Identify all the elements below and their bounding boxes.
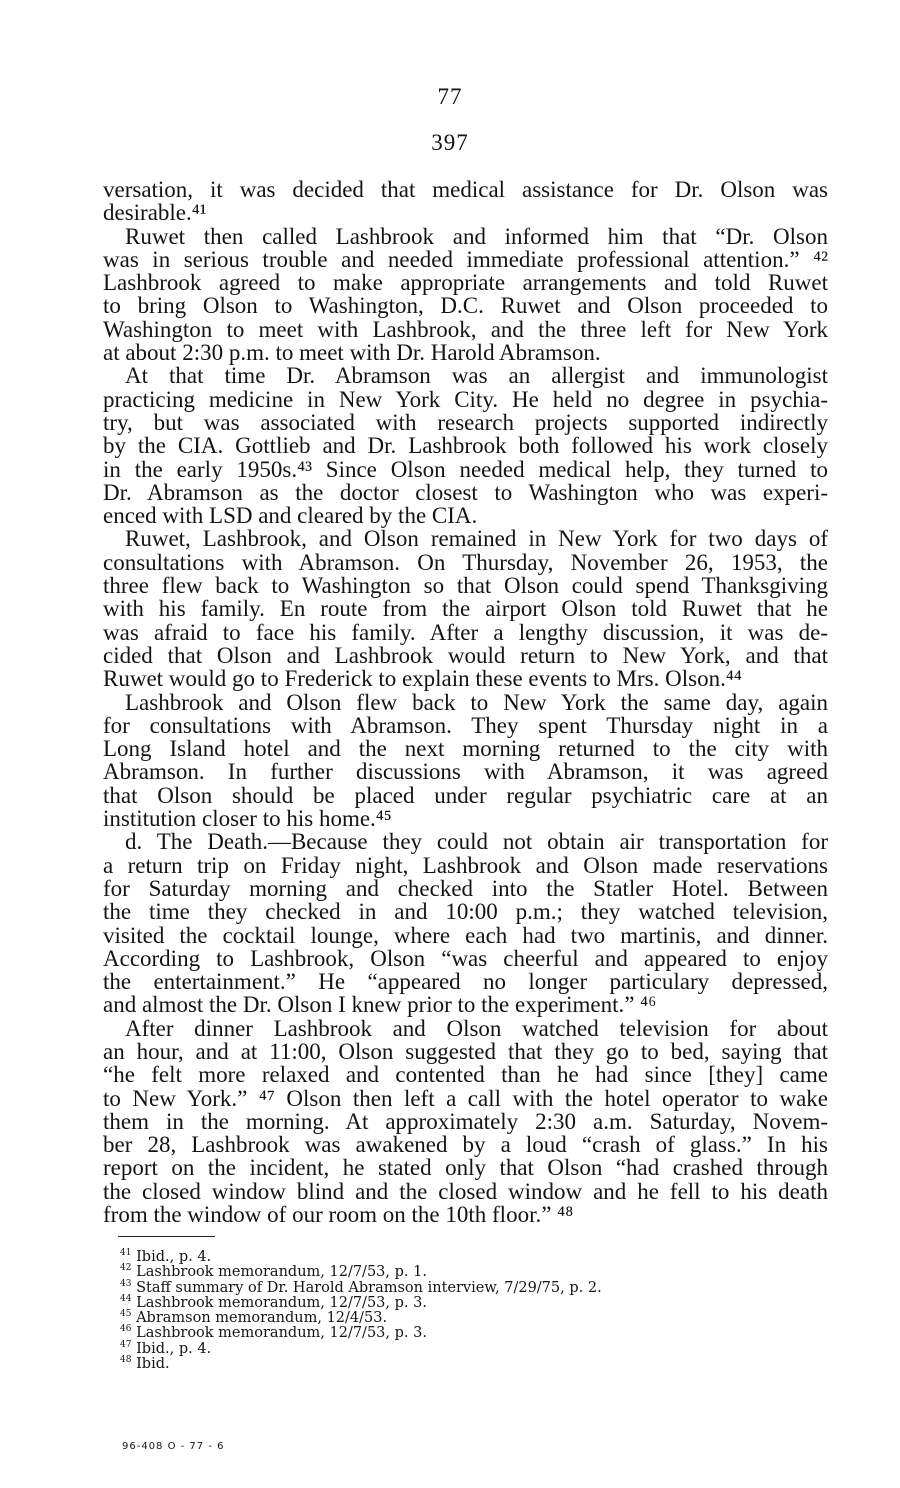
text-line: d. The Death.—Because they could not obtain air transportation for bbox=[125, 829, 828, 855]
footnote-number: 45 bbox=[120, 1309, 132, 1320]
text-line: desirable.⁴¹ bbox=[103, 200, 207, 226]
text-line: Lashbrook and Olson flew back to New York the same day, again bbox=[125, 689, 828, 715]
text-line: report on the incident, he stated only that Olson “had crashed through bbox=[103, 1155, 828, 1181]
text-line: a return trip on Friday night, Lashbrook and Olson made reservations bbox=[103, 852, 828, 878]
page-number-original: 397 bbox=[431, 130, 469, 155]
text-line: Ruwet, Lashbrook, and Olson remained in New York for two days of bbox=[125, 526, 828, 552]
text-line: enced with LSD and cleared by the CIA. bbox=[103, 503, 478, 529]
text-line: by the CIA. Gottlieb and Dr. Lashbrook both followed his work closely bbox=[103, 433, 828, 459]
footnote-text: Ibid., p. 4. bbox=[136, 1340, 212, 1357]
footnote-number: 44 bbox=[120, 1293, 132, 1304]
text-line: the entertainment.” He “appeared no longer particulary depressed, bbox=[103, 969, 828, 995]
footnote bbox=[120, 1277, 740, 1296]
text-line: Ruwet then called Lashbrook and informed him that “Dr. Olson bbox=[125, 223, 828, 249]
footnote-number: 41 bbox=[120, 1248, 132, 1258]
text-line: an hour, and at 11:00, Olson suggested that they go to bed, saying that bbox=[103, 1038, 828, 1064]
text-line: ber 28, Lashbrook was awakened by a loud “crash of glass.” In his bbox=[103, 1132, 828, 1158]
text-line: the closed window blind and the closed window and he fell to his death bbox=[103, 1178, 828, 1204]
text-line: the time they checked in and 10:00 p.m.; they watched television, bbox=[103, 899, 828, 925]
footnote bbox=[120, 1261, 740, 1281]
footnote bbox=[120, 1322, 740, 1342]
text-line: consultations with Abramson. On Thursday, November 26, 1953, the bbox=[103, 549, 828, 575]
footnote-text: Lashbrook memorandum, 12/7/53, p. 3. bbox=[136, 1294, 427, 1311]
text-line: practicing medicine in New York City. He held no degree in psychia- bbox=[103, 386, 828, 412]
footnote-text: Lashbrook memorandum, 12/7/53, p. 1. bbox=[136, 1264, 427, 1281]
text-line: institution closer to his home.⁴⁵ bbox=[103, 806, 392, 832]
footnotes bbox=[120, 1246, 740, 1372]
body-text bbox=[103, 178, 828, 1226]
text-line: with his family. En route from the airport Olson told Ruwet that he bbox=[103, 596, 828, 622]
text-line: Lashbrook agreed to make appropriate arrangements and told Ruwet bbox=[103, 270, 828, 296]
text-line: from the window of our room on the 10th floor.” ⁴⁸ bbox=[103, 1202, 574, 1228]
page-number-top: 77 bbox=[437, 84, 463, 109]
text-line: try, but was associated with research projects supported indirectly bbox=[103, 409, 828, 435]
footnote bbox=[120, 1246, 740, 1265]
text-line: at about 2:30 p.m. to meet with Dr. Harold Abramson. bbox=[103, 340, 601, 366]
text-line: for consultations with Abramson. They spent Thursday night in a bbox=[103, 712, 828, 738]
text-line: and almost the Dr. Olson I knew prior to the experiment.” ⁴⁶ bbox=[103, 992, 657, 1018]
footnote bbox=[120, 1307, 740, 1327]
footnote-number: 43 bbox=[120, 1278, 132, 1289]
text-line: three flew back to Washington so that Olson could spend Thanksgiving bbox=[103, 573, 828, 599]
text-line: According to Lashbrook, Olson “was cheerful and appeared to enjoy bbox=[103, 945, 828, 971]
footnote-text: Lashbrook memorandum, 12/7/53, p. 3. bbox=[136, 1325, 427, 1342]
text-line: to bring Olson to Washington, D.C. Ruwet and Olson proceeded to bbox=[103, 293, 828, 319]
text-line: “he felt more relaxed and contented than he had since [they] came bbox=[103, 1062, 828, 1088]
text-line: to New York.” ⁴⁷ Olson then left a call with the hotel operator to wake bbox=[103, 1085, 828, 1111]
text-line: them in the morning. At approximately 2:30 a.m. Saturday, Novem- bbox=[103, 1108, 828, 1134]
text-line: for Saturday morning and checked into the Statler Hotel. Between bbox=[103, 875, 828, 901]
text-line: Washington to meet with Lashbrook, and the three left for New York bbox=[103, 316, 828, 342]
text-line: After dinner Lashbrook and Olson watched television for about bbox=[125, 1015, 828, 1041]
footnote-number: 46 bbox=[120, 1324, 132, 1335]
footnote bbox=[120, 1353, 740, 1372]
footnote-number: 47 bbox=[120, 1339, 132, 1350]
footnote-text: Ibid. bbox=[136, 1355, 170, 1372]
text-line: that Olson should be placed under regular psychiatric care at an bbox=[103, 782, 828, 808]
text-line: visited the cocktail lounge, where each had two martinis, and dinner. bbox=[103, 922, 828, 948]
text-line: versation, it was decided that medical assistance for Dr. Olson was bbox=[103, 177, 828, 202]
text-line: was in serious trouble and needed immediate professional attention.” ⁴² bbox=[103, 246, 828, 272]
footnote-text: Staff summary of Dr. Harold Abramson interview, 7/29/75, p. 2. bbox=[136, 1279, 602, 1296]
footnote-divider bbox=[118, 1236, 215, 1237]
footnote-number: 48 bbox=[120, 1355, 132, 1366]
footnote-number: 42 bbox=[120, 1263, 132, 1274]
text-line: Long Island hotel and the next morning returned to the city with bbox=[103, 736, 828, 762]
footnote-text: Abramson memorandum, 12/4/53. bbox=[136, 1310, 388, 1327]
footnote-text: Ibid., p. 4. bbox=[136, 1248, 212, 1265]
text-line: Abramson. In further discussions with Abramson, it was agreed bbox=[103, 759, 828, 785]
text-line: At that time Dr. Abramson was an allergist and immunologist bbox=[125, 363, 828, 389]
text-line: Dr. Abramson as the doctor closest to Washington who was experi- bbox=[103, 479, 828, 505]
print-code: 96-408 O - 77 - 6 bbox=[122, 1441, 225, 1452]
text-line: cided that Olson and Lashbrook would return to New York, and that bbox=[103, 642, 828, 668]
text-line: Ruwet would go to Frederick to explain these events to Mrs. Olson.⁴⁴ bbox=[103, 666, 742, 692]
text-line: in the early 1950s.⁴³ Since Olson needed medical help, they turned to bbox=[103, 456, 828, 482]
text-line: was afraid to face his family. After a lengthy discussion, it was de- bbox=[103, 619, 828, 645]
